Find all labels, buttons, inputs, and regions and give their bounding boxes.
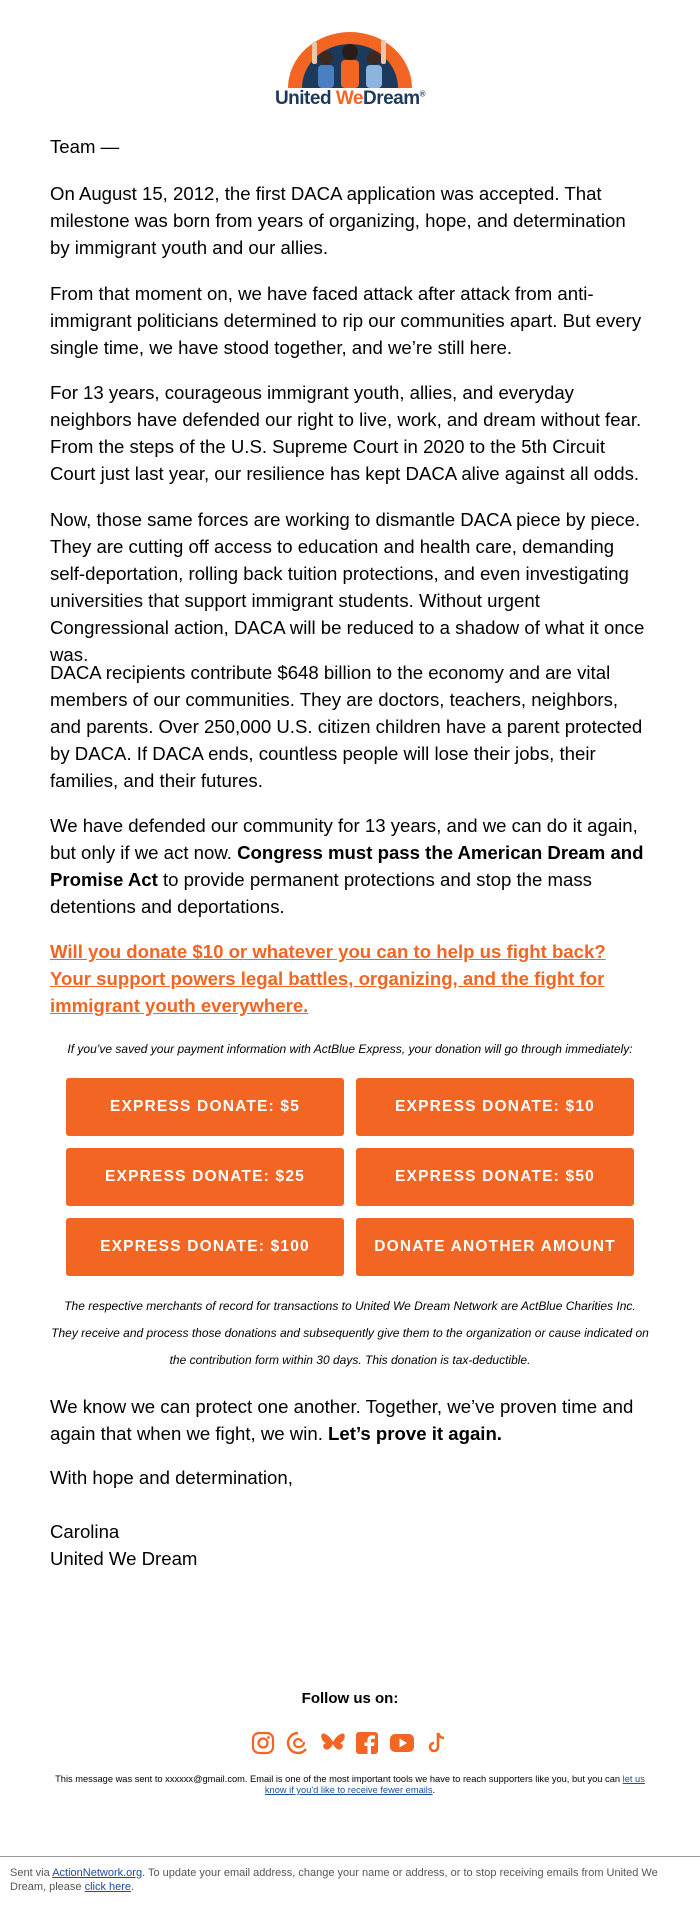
express-donate-10-button[interactable]: EXPRESS DONATE: $10: [356, 1078, 634, 1136]
express-note: If you’ve saved your payment information with ActBlue Express, your donation will go through immediately:: [67, 1042, 633, 1056]
signoff: With hope and determination,: [50, 1467, 293, 1488]
actblue-disclaimer: The respective merchants of record for transactions to United We Dream Network are ActBlue Charities Inc. They receive and process those donations and subsequently give them to the organization or cause indicated on the contribution form within 30 days. This donation is tax-deductible.: [51, 1299, 649, 1367]
paragraph-1: On August 15, 2012, the first DACA application was accepted. That milestone was born from years of organizing, hope, and determination by immigrant youth and our allies.: [50, 183, 626, 258]
express-donate-100-button[interactable]: EXPRESS DONATE: $100: [66, 1218, 344, 1276]
footer-divider: [0, 1856, 700, 1857]
greeting: Team —: [50, 136, 120, 157]
facebook-icon[interactable]: [354, 1730, 380, 1756]
youtube-icon[interactable]: [389, 1730, 415, 1756]
footer-text: Sent via ActionNetwork.org. To update your email address, change your name or address, or to stop receiving emails from United We Dream, please click here.: [10, 1867, 658, 1893]
donate-link[interactable]: Will you donate $10 or whatever you can to help us fight back? Your support powers legal battles, organizing, and the fight for immigrant youth everywhere.: [50, 941, 606, 1016]
bluesky-icon[interactable]: [320, 1730, 346, 1756]
actionnetwork-link[interactable]: ActionNetwork.org: [52, 1867, 143, 1879]
paragraph-4: Now, those same forces are working to dismantle DACA piece by piece. They are cutting off access to education and health care, demanding self-deportation, rolling back tuition protections, and even investigating universities that support immigrant students. Without urgent Congressional action, DACA will be reduced to a shadow of what it once was.: [50, 509, 645, 665]
threads-icon[interactable]: [285, 1730, 311, 1756]
signature: [50, 1518, 650, 1572]
logo-wordmark: United WeDream®: [274, 88, 426, 109]
express-donate-25-button[interactable]: EXPRESS DONATE: $25: [66, 1148, 344, 1206]
paragraph-3: For 13 years, courageous immigrant youth, allies, and everyday neighbors have defended our right to live, work, and dream without fear. From the steps of the U.S. Supreme Court in 2020 to the 5th Circuit Court just last year, our resilience has kept DACA alive against all odds.: [50, 382, 642, 484]
united-we-dream-logo[interactable]: [268, 28, 432, 114]
follow-heading: Follow us on:: [301, 1690, 399, 1707]
fine-print: This message was sent to xxxxxx@gmail.com. Email is one of the most important tools we have to reach supporters like you, but you can let us know if you'd like to receive fewer emails.: [55, 1774, 645, 1795]
logo-illustration: [268, 28, 432, 90]
instagram-icon[interactable]: [250, 1730, 276, 1756]
tiktok-icon[interactable]: [424, 1730, 450, 1756]
closing-paragraph: We know we can protect one another. Together, we’ve proven time and again that when we fight, we win. Let’s prove it again.: [50, 1396, 634, 1444]
social-icons: [250, 1728, 450, 1758]
act-emphasis: Congress must pass the American Dream and Promise Act: [50, 842, 644, 890]
express-donate-5-button[interactable]: EXPRESS DONATE: $5: [66, 1078, 344, 1136]
signer-name: Carolina: [50, 1521, 120, 1542]
express-donate-50-button[interactable]: EXPRESS DONATE: $50: [356, 1148, 634, 1206]
closing-emphasis: Let’s prove it again.: [328, 1423, 502, 1444]
fewer-emails-link[interactable]: let us know if you'd like to receive fewer emails: [264, 1774, 645, 1795]
paragraph-5: DACA recipients contribute $648 billion to the economy and are vital members of our communities. They are doctors, teachers, neighbors, and parents. Over 250,000 U.S. citizen children have a parent protected by DACA. If DACA ends, countless people will lose their jobs, their families, and their futures.: [50, 662, 643, 791]
paragraph-2: From that moment on, we have faced attack after attack from anti-immigrant politicians determined to rip our communities apart. But every single time, we have stood together, and we’re still here.: [50, 283, 642, 358]
donate-another-amount-button[interactable]: DONATE ANOTHER AMOUNT: [356, 1218, 634, 1276]
unsubscribe-link[interactable]: click here: [84, 1881, 132, 1893]
signer-org: United We Dream: [50, 1548, 198, 1569]
paragraph-6: We have defended our community for 13 years, and we can do it again, but only if we act now. Congress must pass the American Dream and Promise Act to provide permanent protections and stop the mass detentions and deportations.: [50, 815, 644, 917]
